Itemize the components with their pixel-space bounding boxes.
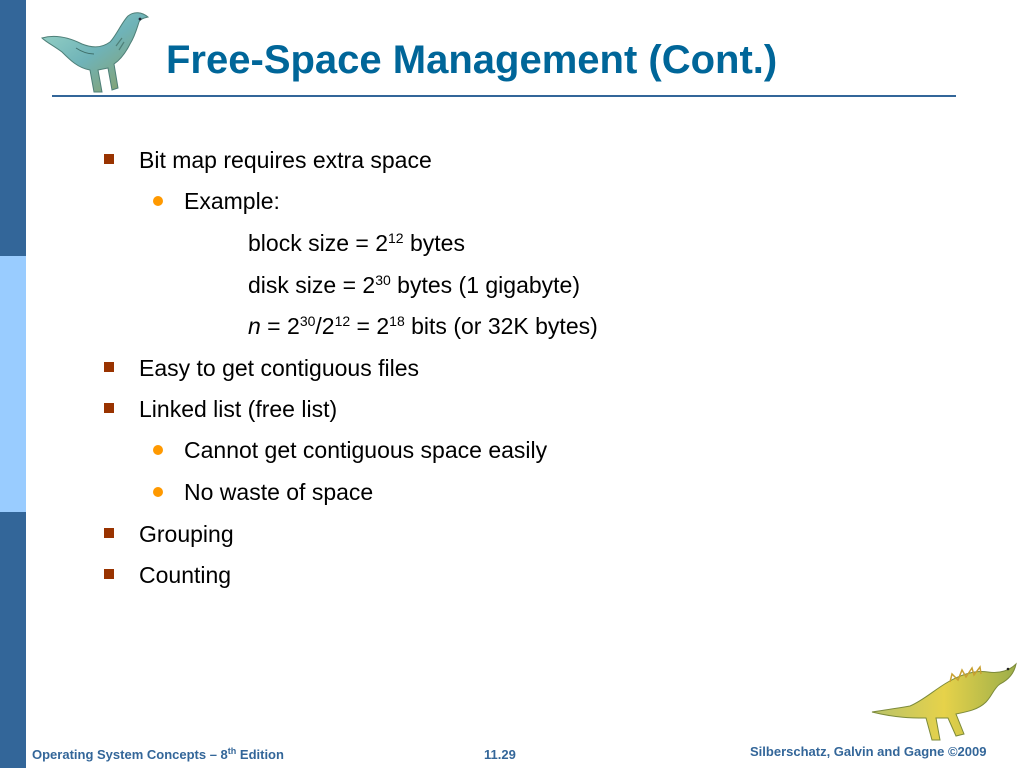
footer-copyright: Silberschatz, Galvin and Gagne ©2009 [750, 744, 987, 759]
text-run: bytes [403, 230, 465, 256]
bullet-item: Bit map requires extra space [139, 147, 432, 173]
circle-bullet-icon [153, 196, 163, 206]
circle-bullet-icon [153, 445, 163, 455]
text-run: disk size = 2 [248, 272, 376, 298]
square-bullet-icon [104, 528, 114, 538]
dinosaur-logo-bottom-icon [868, 660, 1018, 742]
example-line-n [248, 315, 598, 338]
footer-slide-number: 11.29 [484, 747, 516, 762]
bullet-item: Counting [139, 562, 232, 588]
text-run: bits (or 32K bytes) [404, 313, 598, 339]
text-run: /2 [315, 313, 335, 339]
bullet-item: Easy to get contiguous files [139, 355, 419, 381]
circle-bullet-icon [153, 487, 163, 497]
square-bullet-icon [104, 362, 114, 372]
bullet-item: Linked list (free list) [139, 396, 338, 422]
example-line-block-size [248, 232, 465, 255]
superscript: 12 [334, 313, 351, 329]
square-bullet-icon [104, 154, 114, 164]
sub-bullet-item: Cannot get contiguous space easily [184, 437, 548, 463]
text-run: = 2 [260, 313, 300, 339]
example-line-disk-size [248, 274, 580, 297]
sub-bullet-item: Example: [184, 188, 280, 214]
superscript: th [227, 746, 237, 756]
sub-bullet-item: No waste of space [184, 479, 374, 505]
superscript: 18 [389, 313, 405, 329]
superscript: 30 [375, 272, 391, 288]
slide-title: Free-Space Management (Cont.) [166, 38, 778, 82]
text-run: bytes (1 gigabyte) [390, 272, 580, 298]
square-bullet-icon [104, 569, 114, 579]
variable-n: n [248, 313, 261, 339]
superscript: 30 [299, 313, 316, 329]
text-run: = 2 [350, 313, 390, 339]
footer-text: Edition [236, 747, 284, 762]
footer-text: Operating System Concepts – 8 [32, 747, 228, 762]
superscript: 12 [388, 230, 404, 246]
square-bullet-icon [104, 403, 114, 413]
footer-course-title [32, 747, 284, 762]
text-run: block size = 2 [248, 230, 388, 256]
bullet-item: Grouping [139, 521, 234, 547]
